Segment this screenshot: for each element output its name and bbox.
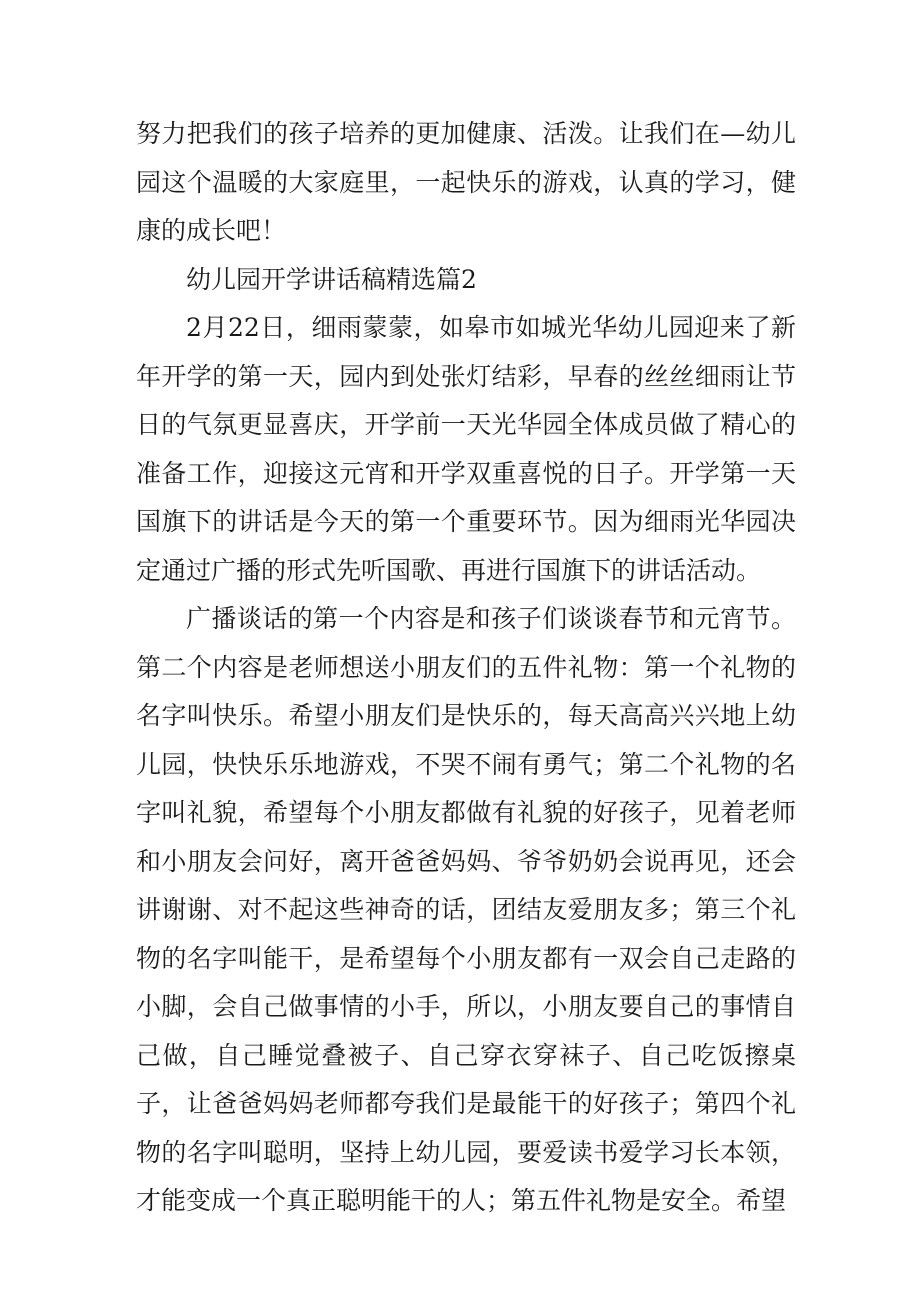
paragraph-continuation: 努力把我们的孩子培养的更加健康、活泼。让我们在—幼儿园这个温暖的大家庭里，一起快乐的游戏，认真的学习，健康的成长吧！ <box>136 119 796 245</box>
document-body <box>136 110 796 1226</box>
paragraph-opening-day: 2月22日，细雨蒙蒙，如皋市如城光华幼儿园迎来了新年开学的第一天，园内到处张灯结彩，早春的丝丝细雨让节日的气氛更显喜庆，开学前一天光华园全体成员做了精心的准备工作，迎接这元宵和开学双重喜悦的日子。开学第一天国旗下的讲话是今天的第一个重要环节。因为细雨光华园决定通过广播的形式先听国歌、再进行国旗下的讲话活动。 <box>136 313 796 585</box>
paragraph-five-gifts: 广播谈话的第一个内容是和孩子们谈谈春节和元宵节。第二个内容是老师想送小朋友们的五件礼物：第一个礼物的名字叫快乐。希望小朋友们是快乐的，每天高高兴兴地上幼儿园，快快乐乐地游戏，不哭不闹有勇气；第二个礼物的名字叫礼貌，希望每个小朋友都做有礼貌的好孩子，见着老师和小朋友会问好，离开爸爸妈妈、爷爷奶奶会说再见，还会讲谢谢、对不起这些神奇的话，团结友爱朋友多；第三个礼物的名字叫能干，是希望每个小朋友都有一双会自己走路的小脚，会自己做事情的小手，所以，小朋友要自己的事情自己做，自己睡觉叠被子、自己穿衣穿袜子、自己吃饭擦桌子，让爸爸妈妈老师都夸我们是最能干的好孩子；第四个礼物的名字叫聪明，坚持上幼儿园，要爱读书爱学习长本领，才能变成一个真正聪明能干的人；第五件礼物是安全。希望 <box>136 604 796 1215</box>
section-heading: 幼儿园开学讲话稿精选篇2 <box>186 264 477 294</box>
